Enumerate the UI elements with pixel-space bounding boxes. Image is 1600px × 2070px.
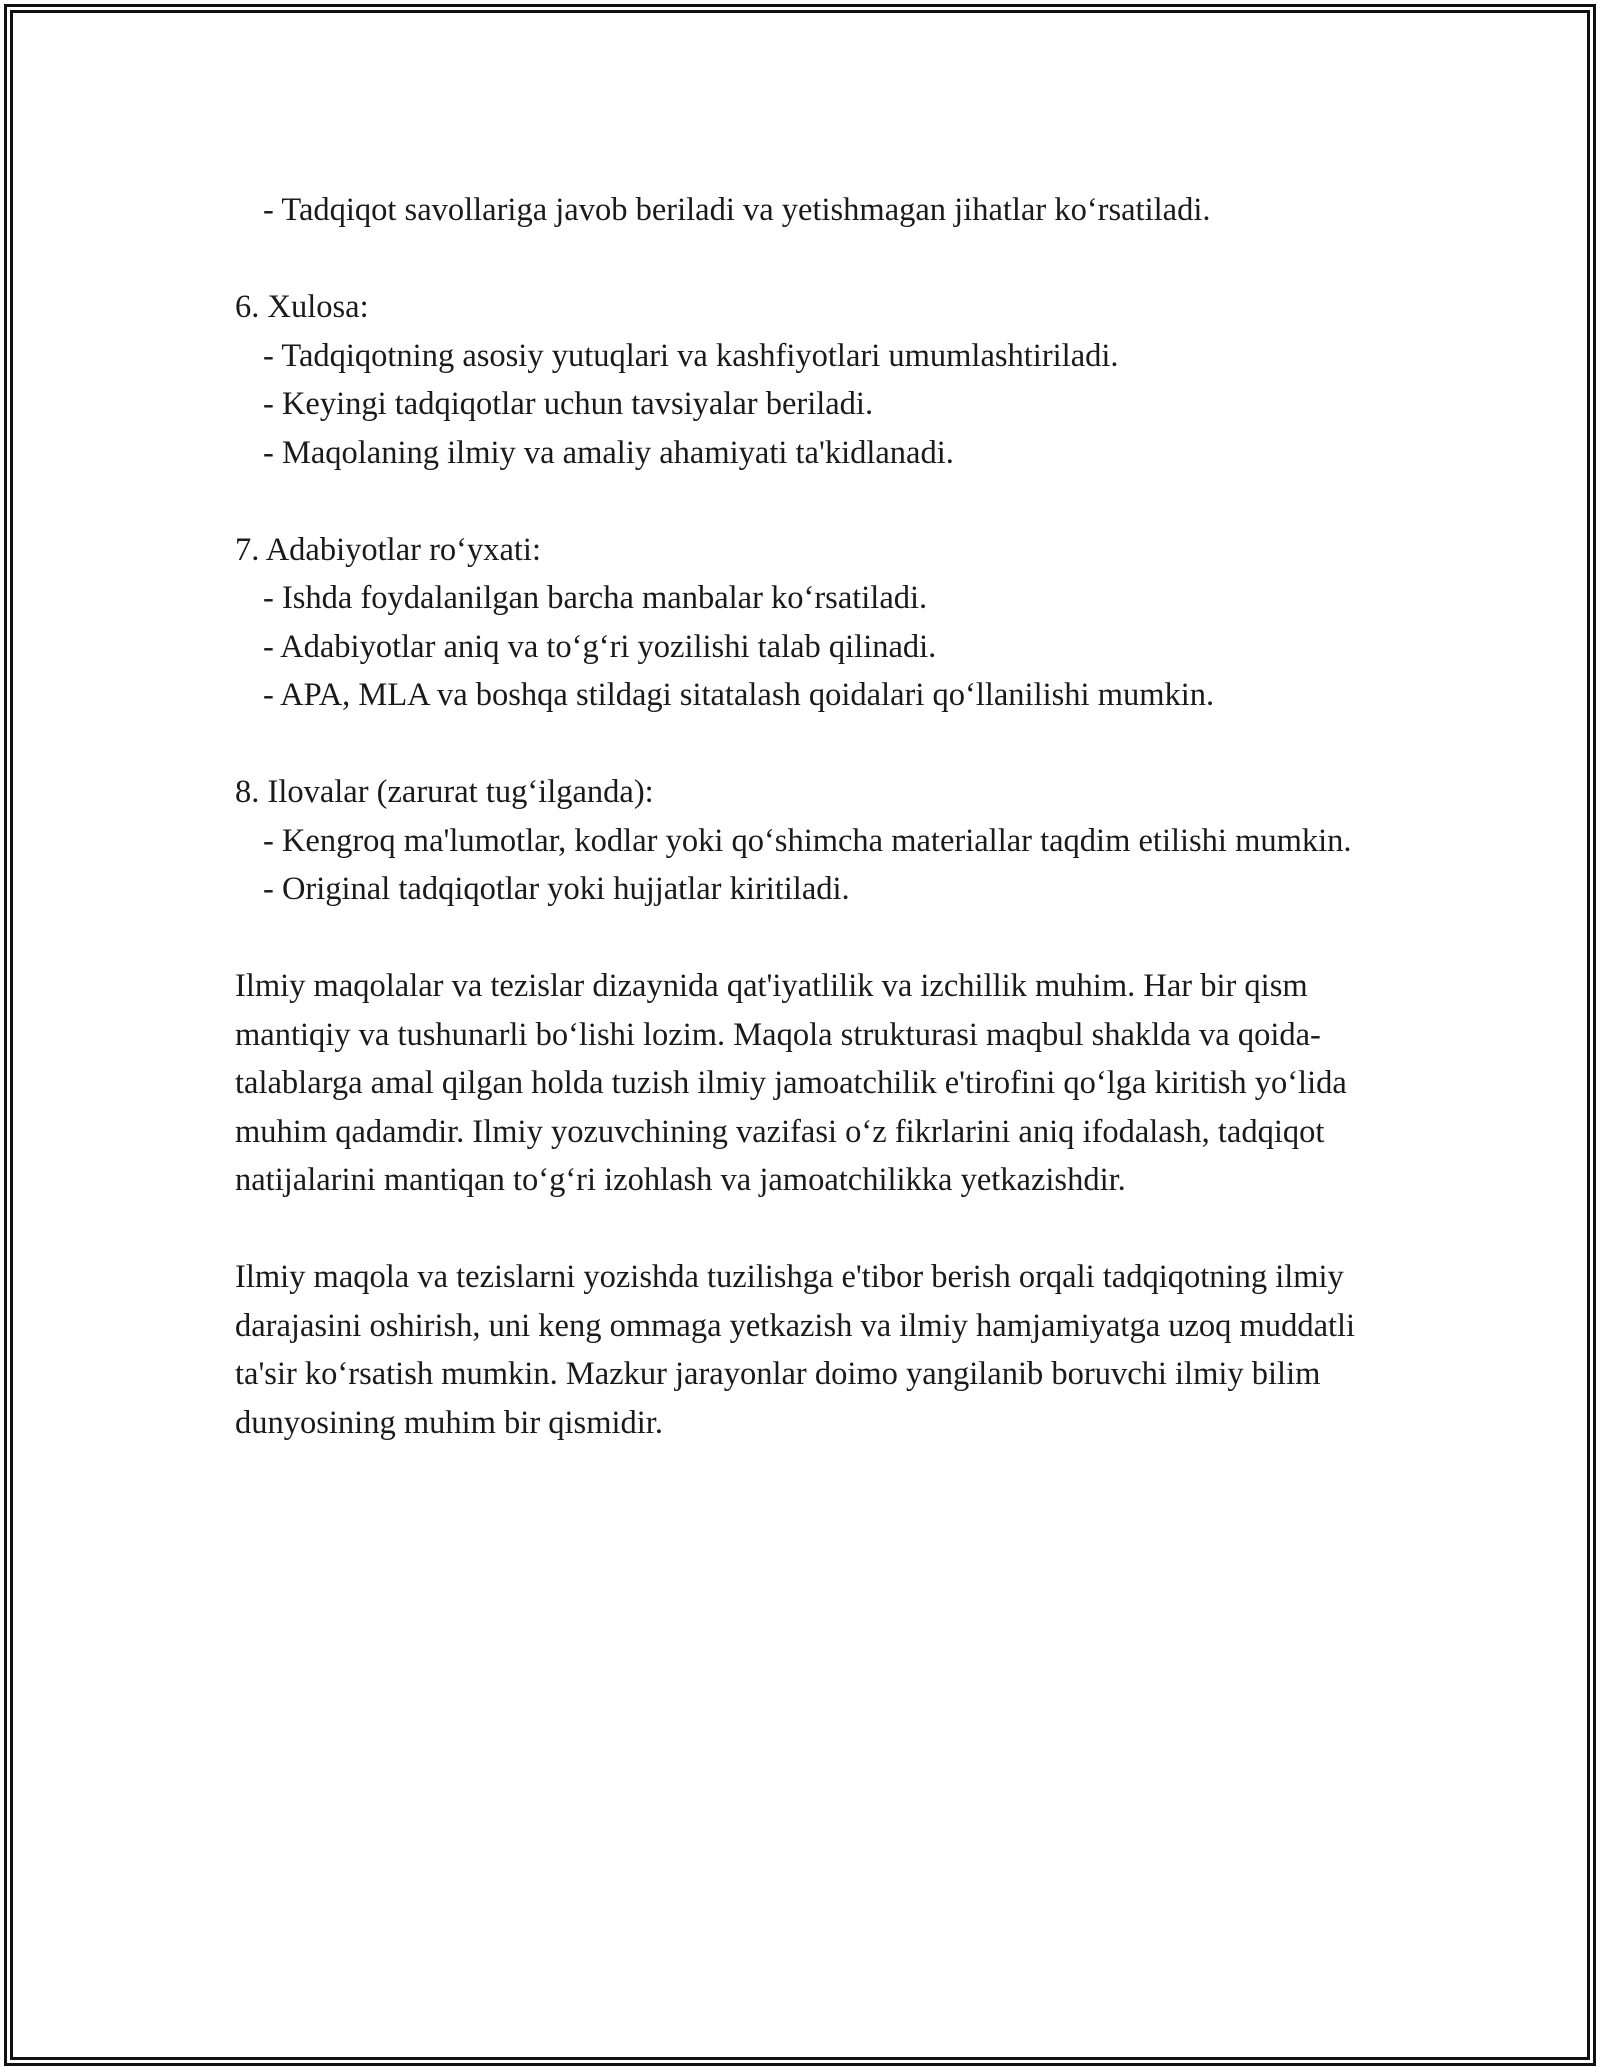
intro-block (235, 186, 1385, 235)
section-references (235, 526, 1385, 720)
bullet-item: - Maqolaning ilmiy va amaliy ahamiyati ta'kidlanadi. (263, 434, 954, 471)
document-body (235, 186, 1385, 1496)
section-conclusion (235, 283, 1385, 477)
bullet-item: - Ishda foydalanilgan barcha manbalar ko‘rsatiladi. (263, 580, 928, 616)
bullet-item: - Keyingi tadqiqotlar uchun tavsiyalar beriladi. (263, 386, 874, 422)
bullet-item: - APA, MLA va boshqa stildagi sitatalash qoidalari qo‘llanilishi mumkin. (263, 677, 1215, 713)
section-heading: 7. Adabiyotlar ro‘yxati: (235, 531, 541, 568)
body-paragraph: Ilmiy maqola va tezislarni yozishda tuzilishga e'tibor berish orqali tadqiqotning ilmiy darajasini oshirish, uni keng ommaga yetkazish va ilmiy hamjamiyatga uzoq muddatli ta'sir ko‘rsatish mumkin. Mazkur jarayonlar doimo yangilanib boruvchi ilmiy bilim dunyosining muhim bir qismidir. (235, 1259, 1356, 1441)
bullet-item: - Adabiyotlar aniq va to‘g‘ri yozilishi talab qilinadi. (263, 628, 937, 665)
bullet-item: - Tadqiqotning asosiy yutuqlari va kashfiyotlari umumlashtiriladi. (263, 337, 1119, 374)
body-paragraph: Ilmiy maqolalar va tezislar dizaynida qat'iyatlilik va izchillik muhim. Har bir qism mantiqiy va tushunarli bo‘lishi lozim. Maqola strukturasi maqbul shaklda va qoida-talablarga amal qilgan holda tuzish ilmiy jamoatchilik e'tirofini qo‘lga kiritish yo‘lida muhim qadamdir. Ilmiy yozuvchining vazifasi o‘z fikrlarini aniq ifodalash, tadqiqot natijalarini mantiqan to‘g‘ri izohlash va jamoatchilikka yetkazishdir. (235, 968, 1347, 1198)
bullet-item: - Kengroq ma'lumotlar, kodlar yoki qo‘shimcha materiallar taqdim etilishi mumkin. (263, 822, 1352, 859)
bullet-item: - Tadqiqot savollariga javob beriladi va yetishmagan jihatlar ko‘rsatiladi. (263, 192, 1211, 228)
section-appendices (235, 768, 1385, 914)
section-heading: 6. Xulosa: (235, 289, 369, 325)
bullet-item: - Original tadqiqotlar yoki hujjatlar kiritiladi. (263, 871, 850, 907)
section-heading: 8. Ilovalar (zarurat tug‘ilganda): (235, 774, 654, 810)
